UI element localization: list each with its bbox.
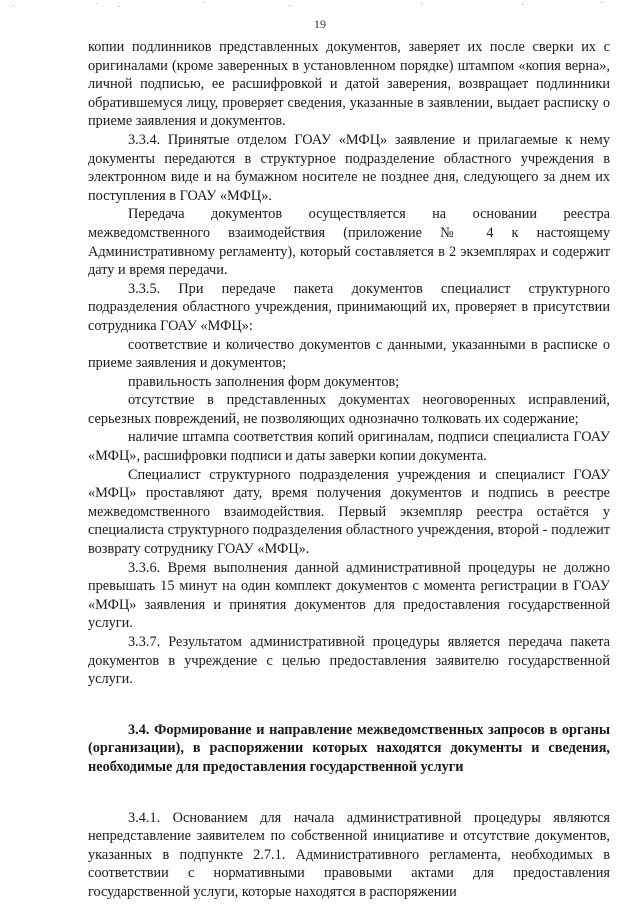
scan-speck (118, 6, 120, 7)
scan-artifacts (0, 0, 640, 12)
scan-speck (289, 5, 291, 6)
paragraph-3-3-6: 3.3.6. Время выполнения данной административной процедуры не должно превышать 15 минут на один комплект документов с момента регистрации в ГОАУ «МФЦ» заявления и принятия документов для предоставления государственной услуги. (88, 559, 610, 632)
scan-speck (421, 3, 423, 4)
scan-speck (601, 2, 603, 3)
list-item-compliance: соответствие и количество документов с данными, указанными в расписке о приеме заявления и документов; (88, 336, 610, 372)
scan-speck (522, 4, 524, 5)
document-body (88, 38, 610, 902)
list-item-forms: правильность заполнения форм документов; (128, 373, 400, 390)
list-item-corrections: отсутствие в представленных документах неоговоренных исправлений, серьезных повреждений, не позволяющих однозначно толковать их содержание; (88, 392, 610, 427)
paragraph-3-3-4: 3.3.4. Принятые отделом ГОАУ «МФЦ» заявление и прилагаемые к нему документы передаются в структурное подразделение областного учреждения в электронном виде и на бумажном носителе не позднее дня, следующего за днем их поступления в ГОАУ «МФЦ». (88, 131, 610, 204)
paragraph-3-3-5: 3.3.5. При передаче пакета документов специалист структурного подразделения областного учреждения, принимающий их, проверяет в присутствии сотрудника ГОАУ «МФЦ»: (88, 280, 610, 334)
scan-speck (96, 3, 98, 4)
paragraph-transfer-register: Передача документов осуществляется на основании реестра межведомственного взаимодействия (приложение № 4 к настоящему Административному регламенту), который составляется в 2 экземплярах и содержит дату и время передачи. (88, 206, 610, 279)
paragraph-3-3-7: 3.3.7. Результатом административной процедуры является передача пакета документов в учреждение с целью предоставления заявителю государственной услуги. (88, 634, 610, 688)
paragraph-continuation: копии подлинников представленных документов, заверяет их после сверки их с оригиналами (кроме заверенных в установленном порядке) штампом «копия верна», личной подписью, ее расшифровкой и датой заверения, возвращает подлинники обратившемуся лицу, проверяет сведения, указанные в заявлении, выдает расписку о приеме заявления и документов. (88, 39, 610, 130)
paragraph-3-4-1: 3.4.1. Основанием для начала административной процедуры являются непредставление заявителем по собственной инициативе и отсутствие документов, указанных в подпункте 2.7.1. Административного регламента, необходимых в соответствии с нормативными правовыми актами для предоставления государственной услуги, которые находятся в распоряжении (88, 809, 610, 900)
section-heading-3-4: 3.4. Формирование и направление межведомственных запросов в органы (организации), в распоряжении которых находятся документы и сведения, необходимые для предоставления государственной услуги (88, 721, 610, 775)
scan-speck (203, 2, 205, 3)
paragraph-specialists: Специалист структурного подразделения учреждения и специалист ГОАУ «МФЦ» проставляют дату, время получения документов и подпись в реестре межведомственного взаимодействия. Первый экземпляр реестра остаётся у специалиста структурного подразделения областного учреждения, второй - подлежит возврату сотруднику ГОАУ «МФЦ». (88, 466, 610, 558)
scan-speck (12, 5, 14, 6)
list-item-stamp: наличие штампа соответствия копий оригиналам, подписи специалиста ГОАУ «МФЦ», расшифровки подписи и даты заверки копии документа. (88, 429, 610, 465)
page-number: 19 (314, 17, 326, 31)
